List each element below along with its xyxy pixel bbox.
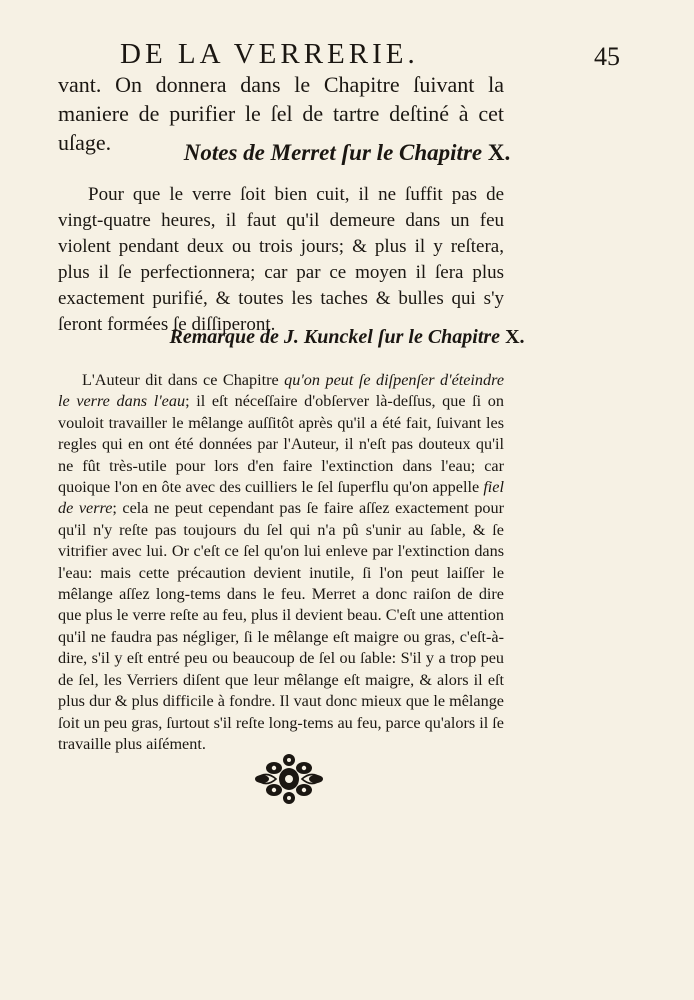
notes-paragraph: Pour que le verre ſoit bien cuit, il ne ſuffit pas de vingt-quatre heures, il faut qu'il demeure dans un feu violent pendant deux ou trois jours; & plus il y reſtera, plus il ſe perfectionnera; car par ce moyen il ſera plus exactement purifié, & toutes les taches & bulles qui s'y ſeront formées ſe diſſiperont. (58, 184, 504, 335)
remark-italic-2: fiel de verre (58, 478, 504, 518)
notes-heading-text: Notes de Merret ſur le Chapitre (183, 140, 483, 165)
remark-text-2: ; il eſt néceſſaire d'obſerver là-deſſus, que ſi on vouloit travailler le mêlange auſſitôt après qu'il a été fait, ſuivant les regles qui en ont été données par l'Auteur, il n'eſt pas douteux qu'il ne fût très-utile pour lors d'en faire l'extinction dans l'eau; car quoique l'on en ôte avec des cuilliers le ſel ſuperflu qu'on appelle (58, 392, 504, 497)
notes-heading-numeral: X. (487, 140, 511, 165)
remark-heading-numeral: X. (505, 326, 525, 348)
remark-heading-text: Remarque de J. Kunckel ſur le Chapitre (169, 326, 501, 348)
page-number: 45 (594, 42, 620, 71)
remark-italic-1: qu'on peut ſe diſpenſer d'éteindre le verre dans l'eau (58, 371, 504, 411)
page-header (100, 38, 620, 74)
remark-text-3: ; cela ne peut cependant pas ſe faire aſſez exactement pour qu'il n'y reſte pas toujours du ſel qui n'a pû s'unir au ſable, & ſe vitrifier avec lui. Or c'eſt ce ſel qu'on lui enleve par l'extinction dans l'eau: mais cette précaution devient inutile, ſi l'on peut laiſſer le mêlange aſſez long-tems dans le feu. Merret a donc raiſon de dire que plus le verre reſte au feu, plus il devient beau. C'eſt une attention qu'il ne faudra pas négliger, ſi le mêlange eſt maigre ou gras, c'eſt-à-dire, s'il y eſt entré peu ou beaucoup de ſel ou ſable: S'il y a trop peu de ſel, les Verriers diſent que leur mêlange eſt maigre, & alors il eſt plus dur & plus difficile à fondre. Il vaut donc mieux que le mêlange ſoit un peu gras, ſurtout s'il reſte long-tems au feu, parce qu'alors il ſe travaille plus aiſément. (58, 499, 504, 753)
floral-ornament-icon (254, 752, 324, 806)
remark-paragraph (58, 370, 504, 755)
paragraph-continuation: vant. On donnera dans le Chapitre ſuivant la maniere de purifier le ſel de tartre deſtiné à cet uſage. (58, 72, 504, 155)
remark-heading (0, 326, 694, 349)
notes-heading (0, 140, 694, 166)
running-head: DE LA VERRERIE. (120, 38, 419, 70)
remark-text-1: L'Auteur dit dans ce Chapitre (82, 371, 285, 389)
